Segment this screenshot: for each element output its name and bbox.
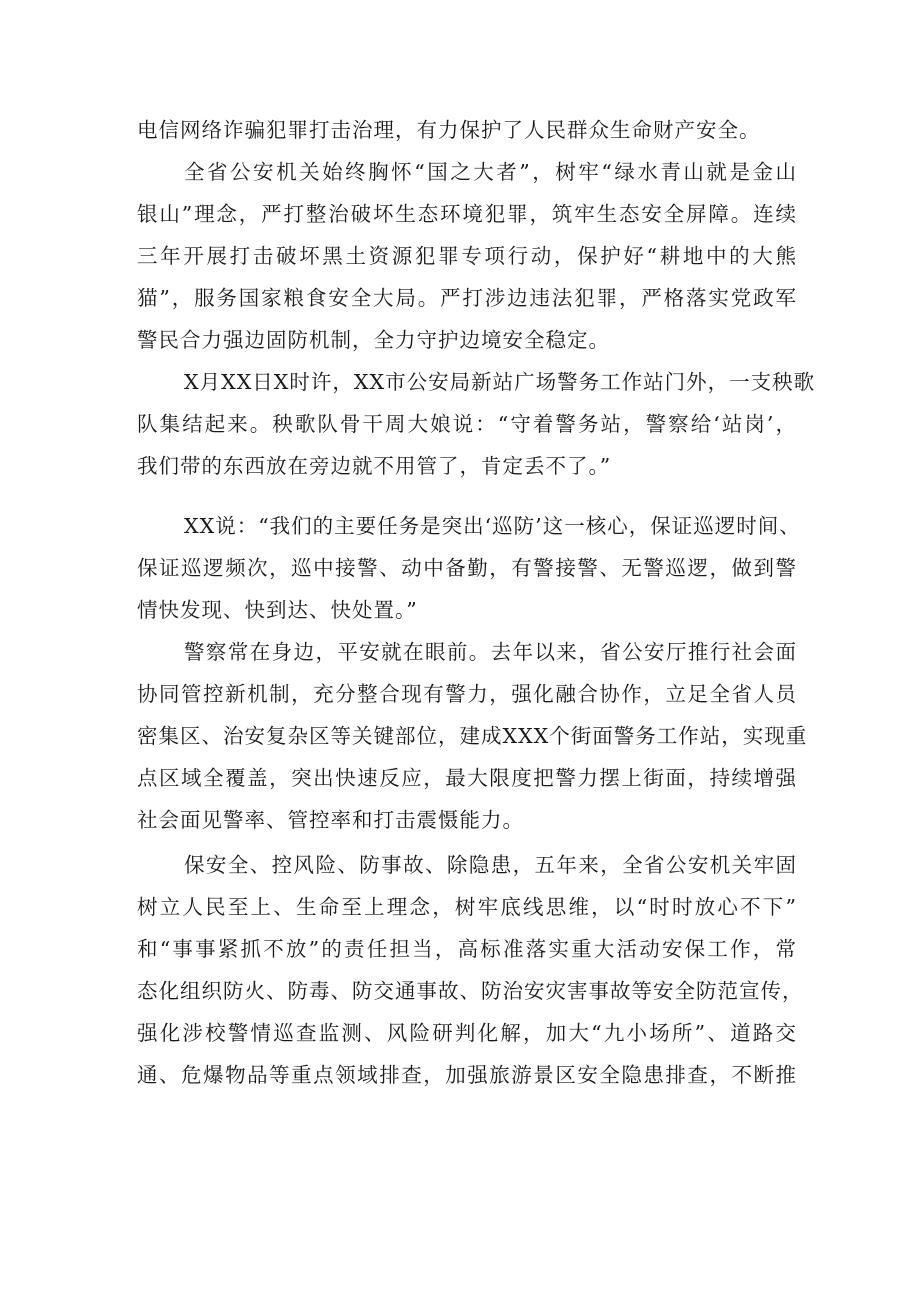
paragraph-4-line-1: XX说：“我们的主要任务是突出‘巡防’这一核心，保证巡逻时间、 [184,514,801,538]
paragraph-5-line-1: 警察常在身边，平安就在眼前。去年以来，省公安厅推行社会面 [184,640,797,664]
paragraph-5-line-4: 点区域全覆盖，突出快速反应，最大限度把警力摆上街面，持续增强 [137,766,797,790]
paragraph-6-line-4: 态化组织防火、防毒、防交通事故、防治安灾害事故等安全防范宣传， [137,979,804,1003]
paragraph-3-line-1: X月XX日X时许，XX市公安局新站广场警务工作站门外，一支秧歌 [184,370,816,394]
paragraph-2-line-3: 三年开展打击破坏黑土资源犯罪专项行动，保护好“耕地中的大熊 [137,244,797,268]
paragraph-2-line-2: 银山”理念，严打整治破坏生态环境犯罪，筑牢生态安全屏障。连续 [137,202,797,226]
paragraph-5-line-2: 协同管控新机制，充分整合现有警力，强化融合协作，立足全省人员 [137,682,797,706]
paragraph-2-line-4: 猫”，服务国家粮食安全大局。严打涉边违法犯罪，严格落实党政军 [137,286,797,310]
paragraph-4-line-3: 情快发现、快到达、快处置。” [137,598,418,622]
paragraph-6-line-6: 通、危爆物品等重点领域排查，加强旅游景区安全隐患排查，不断推 [137,1063,797,1087]
paragraph-5-line-5: 社会面见警率、管控率和打击震慑能力。 [137,808,524,832]
paragraph-6-line-5: 强化涉校警情巡查监测、风险研判化解，加大“九小场所”、道路交 [137,1021,797,1045]
paragraph-3-line-3: 我们带的东西放在旁边就不用管了，肯定丢不了。” [137,454,612,478]
paragraph-2-line-5: 警民合力强边固防机制，全力守护边境安全稳定。 [137,328,610,352]
paragraph-5-line-3: 密集区、治安复杂区等关键部位，建成XXX个街面警务工作站，实现重 [137,724,808,748]
paragraph-6-line-3: 和“事事紧抓不放”的责任担当，高标准落实重大活动安保工作，常 [137,937,797,961]
paragraph-4-line-2: 保证巡逻频次，巡中接警、动中备勤，有警接警、无警巡逻，做到警 [137,556,797,580]
paragraph-6-line-2: 树立人民至上、生命至上理念，树牢底线思维，以“时时放心不下” [137,895,797,919]
paragraph-1-line-1: 电信网络诈骗犯罪打击治理，有力保护了人民群众生命财产安全。 [137,118,761,142]
paragraph-2-line-1: 全省公安机关始终胸怀“国之大者”，树牢“绿水青山就是金山 [184,160,797,184]
paragraph-3-line-2: 队集结起来。秧歌队骨干周大娘说：“守着警务站，警察给‘站岗’， [137,412,797,436]
paragraph-6-line-1: 保安全、控风险、防事故、除隐患，五年来，全省公安机关牢固 [184,853,797,877]
